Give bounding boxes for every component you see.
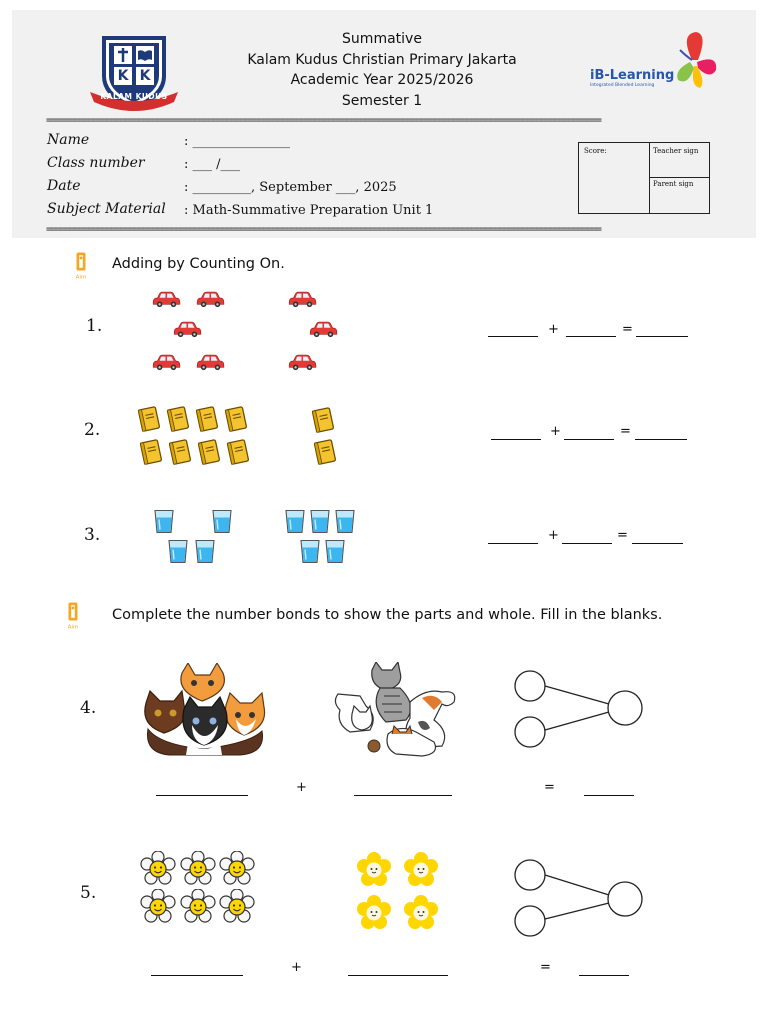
book-icon [223,405,249,433]
school-logo [86,32,182,116]
equals-sign: = [622,322,633,337]
book-icon [167,438,193,466]
glass-icon [167,538,189,565]
question-1-number: 1. [86,316,103,336]
answer-blank[interactable] [632,531,683,544]
white-flower-icon [140,889,176,925]
yellow-flower-icon [403,895,439,931]
name-label: Name [47,132,90,148]
section-2-title: Complete the number bonds to show the parts and whole. Fill in the blanks. [112,607,663,623]
book-icon [312,438,338,466]
car-icon [194,290,226,308]
parent-sign-label: Parent sign [653,180,694,188]
subject-material-label: Subject Material [47,201,166,217]
answer-blank[interactable] [488,531,538,544]
answer-blank[interactable] [566,324,616,337]
answer-blank[interactable] [156,783,248,796]
teacher-sign-label: Teacher sign [653,147,699,155]
glass-icon [153,508,175,535]
book-icon [225,438,251,466]
glass-icon [299,538,321,565]
score-label: Score: [584,147,607,155]
answer-blank[interactable] [562,531,612,544]
butterfly-icon [670,30,720,92]
plus-sign: + [291,960,302,975]
glass-icon [334,508,356,535]
book-icon [310,406,336,434]
score-box [578,142,710,214]
equals-sign: = [540,960,551,975]
answer-blank[interactable] [348,963,448,976]
book-icon [136,405,162,433]
book-icon [165,405,191,433]
aim-icon [64,600,82,632]
plus-sign: + [548,322,559,337]
logo-letter-2: K [139,68,151,84]
answer-blank[interactable] [636,324,688,337]
equals-sign: = [620,424,631,439]
four-cats-illustration [140,663,270,757]
plus-sign: + [548,528,559,543]
title-line-1: Summative [342,31,422,47]
partner-name: iB-Learning [590,68,675,83]
teacher-sign-cell[interactable] [650,143,709,178]
partner-tagline: Integrated Blended Learning [590,83,655,88]
glass-icon [194,538,216,565]
glass-icon [284,508,306,535]
answer-blank[interactable] [488,324,538,337]
name-field[interactable]: : _______________ [184,134,291,149]
score-cell[interactable] [579,143,650,213]
yellow-flower-icon [356,895,392,931]
playing-cats-illustration [330,662,460,758]
plus-sign: + [550,424,561,439]
book-icon [196,438,222,466]
car-icon [171,320,203,338]
number-bond-4 [508,664,648,752]
document-title [190,29,574,111]
plus-sign: + [296,780,307,795]
equals-sign: = [617,528,628,543]
yellow-flower-icon [356,852,392,888]
subject-material-value: : Math-Summative Preparation Unit 1 [184,203,434,218]
glass-icon [211,508,233,535]
answer-blank[interactable] [354,783,452,796]
car-icon [150,353,182,371]
title-line-2: Kalam Kudus Christian Primary Jakarta [247,51,517,68]
section-1-title: Adding by Counting On. [112,256,285,272]
parent-sign-cell[interactable] [650,178,709,213]
number-bond-5 [508,855,648,943]
white-flower-icon [180,889,216,925]
glass-icon [324,538,346,565]
white-flower-icon [219,889,255,925]
car-icon [150,290,182,308]
book-icon [194,405,220,433]
car-icon [286,290,318,308]
question-5-number: 5. [80,883,97,903]
title-line-3: Academic Year 2025/2026 [290,72,474,88]
answer-blank[interactable] [584,783,634,796]
white-flower-icon [219,851,255,887]
question-4-number: 4. [80,698,97,718]
book-icon [138,438,164,466]
class-number-label: Class number [47,155,145,171]
white-flower-icon [180,851,216,887]
logo-ribbon-text: KALAM KUDUS [100,92,168,101]
answer-blank[interactable] [579,963,629,976]
title-line-4: Semester 1 [341,92,423,109]
answer-blank[interactable] [635,427,687,440]
question-3-number: 3. [84,525,101,545]
car-icon [194,353,226,371]
top-divider: ======================================================================================================================== [46,116,601,126]
date-label: Date [47,178,81,194]
aim-icon [72,250,90,282]
car-icon [286,353,318,371]
glass-icon [309,508,331,535]
answer-blank[interactable] [491,427,541,440]
yellow-flower-icon [403,852,439,888]
answer-blank[interactable] [151,963,243,976]
logo-letter-1: K [117,68,129,84]
class-number-field[interactable]: : ___ /___ [184,157,241,172]
car-icon [307,320,339,338]
bottom-divider: ======================================================================================================================== [46,225,601,235]
ib-learning-logo [588,30,728,94]
answer-blank[interactable] [564,427,614,440]
white-flower-icon [140,851,176,887]
date-field[interactable]: : _________, September ___, 2025 [184,180,397,195]
equals-sign: = [544,780,555,795]
question-2-number: 2. [84,420,101,440]
